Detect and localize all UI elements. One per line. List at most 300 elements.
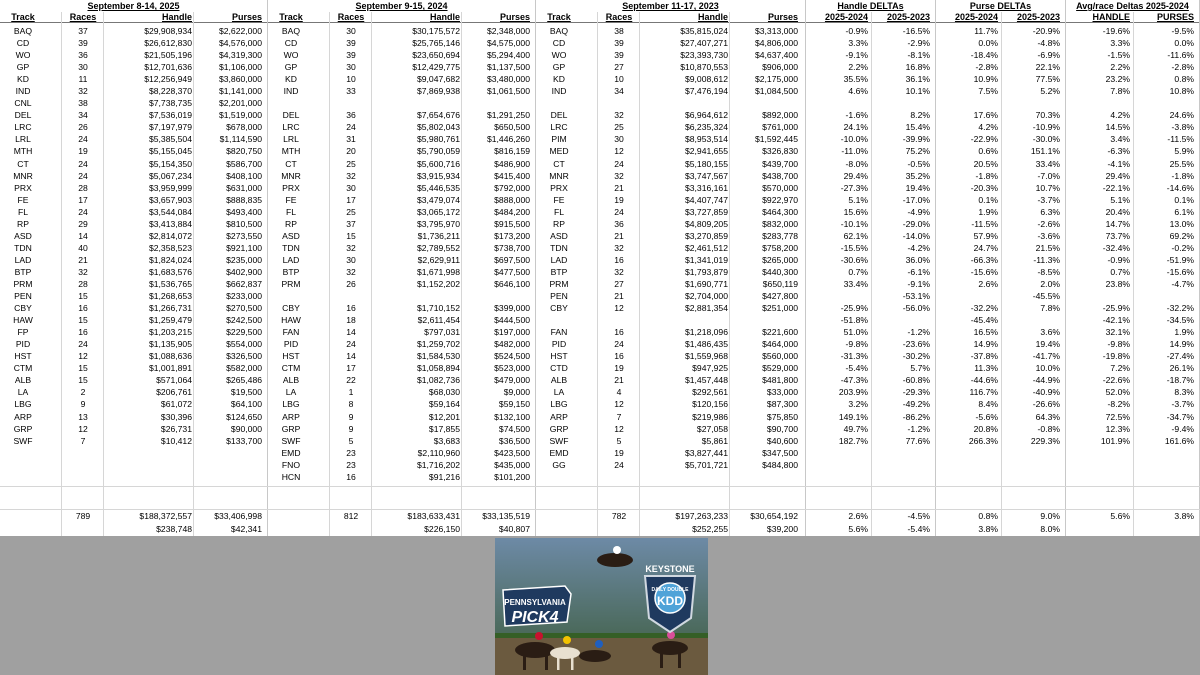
cell: ALB (282, 375, 300, 386)
cell: FL (285, 206, 297, 217)
total-cell: $252,255 (692, 523, 728, 534)
cell: $2,941,655 (684, 146, 728, 157)
cell: 8 (348, 399, 354, 410)
cell: ARP (550, 411, 568, 422)
table-row (0, 109, 267, 121)
cell: 23 (346, 447, 356, 458)
sec1-title: September 8-14, 2025 (87, 1, 180, 11)
cell: $283,778 (762, 230, 798, 241)
cell: 75.2% (905, 146, 930, 157)
cell: $7,869,938 (416, 86, 460, 97)
cell: 5.1% (848, 194, 868, 205)
cell: 32 (614, 170, 624, 181)
cell: KD (553, 74, 565, 85)
table-row (0, 398, 267, 410)
cell: $4,637,400 (754, 50, 798, 61)
cell: -17.0% (902, 194, 930, 205)
table-row (268, 37, 535, 49)
cell: $792,000 (494, 182, 530, 193)
totals-row (536, 523, 805, 536)
cell: 4.2% (978, 122, 998, 133)
cell: $3,827,441 (684, 447, 728, 458)
cell: PRX (282, 182, 300, 193)
cell: -9.4% (1171, 423, 1194, 434)
cell: SWF (281, 435, 301, 446)
section-avg-race-deltas (1066, 0, 1200, 536)
cell: 39 (346, 50, 356, 61)
cell: -27.4% (1166, 351, 1194, 362)
cell: 35.5% (843, 74, 868, 85)
cell: -16.5% (902, 26, 930, 36)
cell: 7.8% (1040, 303, 1060, 314)
cell: 2 (80, 387, 86, 398)
cell: WO (283, 50, 299, 61)
cell: 14.7% (1105, 218, 1130, 229)
cell: 30 (346, 62, 356, 73)
cell: 24 (78, 339, 88, 350)
cell: $646,100 (494, 278, 530, 289)
cell: $4,407,747 (684, 194, 728, 205)
column-header: Handle (429, 12, 460, 22)
table-row (536, 398, 805, 410)
cell: 20.8% (973, 423, 998, 434)
cell: CTM (281, 363, 301, 374)
cell: FE (553, 194, 565, 205)
cell: DEL (282, 110, 300, 121)
cell: -86.2% (902, 411, 930, 422)
cell: 0.6% (978, 146, 998, 157)
cell: $219,986 (692, 411, 728, 422)
totals-row (268, 510, 535, 523)
cell: EMD (549, 447, 569, 458)
cell: 149.1% (838, 411, 868, 422)
cell: $1,536,765 (148, 278, 192, 289)
cell: $1,683,576 (148, 266, 192, 277)
total-cell: $33,135,519 (482, 511, 530, 521)
cell: -23.6% (902, 339, 930, 350)
table-row (0, 266, 267, 278)
cell: FAN (550, 327, 568, 338)
table-row (268, 61, 535, 73)
cell: 24 (346, 122, 356, 133)
cell: $3,657,903 (148, 194, 192, 205)
cell: BTP (14, 266, 32, 277)
cell: $6,235,324 (684, 122, 728, 133)
cell: $5,180,155 (684, 158, 728, 169)
cell: 15 (78, 291, 88, 302)
cell: MNR (549, 170, 569, 181)
cell: $2,814,072 (148, 230, 192, 241)
cell: -15.6% (1166, 266, 1194, 277)
cell: BTP (282, 266, 300, 277)
table-row (0, 362, 267, 374)
cell: 12 (78, 423, 88, 434)
cell: 34 (78, 110, 88, 121)
cell: -9.1% (845, 50, 868, 61)
table-row (536, 338, 805, 350)
cell: 77.5% (1035, 74, 1060, 85)
sec2-title: September 9-15, 2024 (355, 1, 448, 11)
cell: IND (551, 86, 567, 97)
cell: 24 (78, 170, 88, 181)
column-header: Track (11, 12, 35, 22)
cell: 24.6% (1169, 110, 1194, 121)
cell: $326,830 (762, 146, 798, 157)
cell: 32 (614, 266, 624, 277)
cell: $5,701,721 (684, 459, 728, 470)
cell: -31.3% (840, 351, 868, 362)
table-row (0, 350, 267, 362)
total-cell: 5.6% (1110, 511, 1130, 521)
cell: 51.0% (843, 327, 868, 338)
cell: 3.2% (848, 399, 868, 410)
cell: LRL (283, 134, 299, 145)
section-handle-deltas (806, 0, 936, 536)
cell: 29.4% (1105, 170, 1130, 181)
cell: 21 (78, 254, 88, 265)
cell: $2,461,512 (684, 242, 728, 253)
cell: -19.6% (1102, 26, 1130, 36)
cell: -11.5% (971, 218, 998, 229)
table-row (0, 170, 267, 182)
cell: $2,629,911 (417, 254, 460, 265)
cell: $5,790,059 (416, 146, 460, 157)
table-row (536, 194, 805, 206)
cell: $1,259,702 (416, 339, 460, 350)
cell: 17 (346, 363, 356, 374)
cell: -11.0% (841, 146, 868, 157)
data-rows (536, 25, 805, 483)
cell: 14 (346, 351, 356, 362)
cell: ALB (550, 375, 568, 386)
cell: 10.7% (1035, 182, 1060, 193)
data-rows (268, 25, 535, 483)
cell: $10,412 (160, 435, 192, 446)
cell: 16 (614, 351, 624, 362)
cell: $1,457,448 (684, 375, 728, 386)
cell: $439,700 (762, 158, 798, 169)
cell: 3.4% (1110, 134, 1130, 145)
cell: -40.9% (1032, 387, 1060, 398)
cell: 34 (614, 86, 624, 97)
cell: -1.8% (1171, 170, 1194, 181)
table-row (268, 350, 535, 362)
table-row (536, 73, 805, 85)
cell: $1,559,968 (684, 351, 728, 362)
cell: 3.3% (848, 38, 868, 49)
cell: 23.2% (1105, 74, 1130, 85)
total-cell: $197,263,233 (675, 511, 728, 521)
cell: MTH (13, 146, 33, 157)
cell: LRC (14, 122, 32, 133)
cell: 4 (616, 387, 622, 398)
cell: 3.3% (1110, 38, 1130, 49)
cell: BAQ (549, 26, 569, 36)
cell: 39 (346, 38, 356, 49)
section-sep-2023 (536, 0, 806, 536)
cell: $242,500 (226, 315, 262, 326)
cell: 6.1% (1174, 206, 1194, 217)
cell: -8.0% (845, 158, 868, 169)
cell: 49.7% (843, 423, 868, 434)
cell: 15 (78, 375, 88, 386)
cell: 32 (346, 266, 356, 277)
cell: $423,500 (494, 447, 530, 458)
cell: $251,000 (762, 303, 798, 314)
cell: -53.1% (902, 291, 930, 302)
pick4-label: PICK4 (511, 609, 559, 626)
table-row (0, 459, 267, 471)
cell: $64,100 (230, 399, 262, 410)
table-row (536, 254, 805, 266)
cell: 5 (348, 435, 354, 446)
table-row (536, 326, 805, 338)
cell: -27.3% (840, 182, 868, 193)
cell: PID (551, 339, 567, 350)
cell: $479,000 (494, 375, 530, 386)
cell: $124,650 (226, 411, 262, 422)
cell: -3.7% (1037, 194, 1060, 205)
cell: $484,800 (762, 459, 798, 470)
cell: 1 (348, 387, 354, 398)
table-row (0, 85, 267, 97)
grid-line (329, 12, 330, 536)
table-row (536, 158, 805, 170)
cell: $662,837 (226, 278, 262, 289)
cell: $221,600 (762, 327, 798, 338)
cell: 21 (614, 291, 624, 302)
cell: -25.9% (840, 303, 868, 314)
cell: $12,256,949 (144, 74, 192, 85)
cell: $438,700 (762, 170, 798, 181)
total-cell: 782 (611, 511, 627, 521)
cell: GRP (13, 423, 33, 434)
cell: $4,806,000 (754, 38, 798, 49)
cell: 19 (78, 146, 88, 157)
cell: $427,800 (762, 291, 798, 302)
cell: -44.9% (1032, 375, 1060, 386)
cell: $12,201 (428, 411, 460, 422)
cell: 9 (348, 423, 354, 434)
cell: 7 (80, 435, 86, 446)
cell: $7,197,979 (148, 122, 192, 133)
cell: 21 (614, 182, 624, 193)
cell: FP (17, 327, 29, 338)
cell: $7,738,735 (148, 98, 192, 109)
cell: $820,750 (226, 146, 262, 157)
cell: 17 (346, 194, 356, 205)
cell: $3,747,567 (684, 170, 728, 181)
cell: 15 (346, 230, 356, 241)
column-header: 2025-2024 (954, 12, 998, 22)
table-row (0, 121, 267, 133)
cell: 28 (78, 182, 88, 193)
cell: -1.6% (845, 110, 868, 121)
grid-line (639, 12, 640, 536)
cell: 3.6% (1040, 327, 1060, 338)
table-row (268, 362, 535, 374)
cell: -6.1% (907, 266, 930, 277)
cell: 23 (346, 459, 356, 470)
cell: 203.9% (838, 387, 868, 398)
cell: 20.5% (973, 158, 998, 169)
table-row (0, 290, 267, 302)
table-row (536, 459, 805, 471)
total-cell: -5.4% (907, 523, 930, 534)
cell: $571,064 (156, 375, 192, 386)
cell: -4.9% (907, 206, 930, 217)
cell: 0.0% (1174, 38, 1194, 49)
cell: 25 (346, 206, 356, 217)
cell: $3,727,859 (684, 206, 728, 217)
cell: 12 (614, 423, 624, 434)
cell: $10,870,553 (680, 62, 728, 73)
table-row (268, 386, 535, 398)
table-row (268, 411, 535, 423)
cell: RP (17, 218, 29, 229)
cell: -19.8% (1102, 351, 1130, 362)
cell: $1,291,250 (486, 110, 530, 121)
cell: $1,218,096 (684, 327, 728, 338)
cell: $738,700 (494, 242, 530, 253)
cell: $8,953,514 (684, 134, 728, 145)
table-row (0, 194, 267, 206)
cell: $235,000 (226, 254, 262, 265)
cell: -1.8% (975, 170, 998, 181)
cell: 13 (78, 411, 88, 422)
cell: PRX (550, 182, 568, 193)
cell: -30.6% (840, 254, 868, 265)
cell: -11.6% (1167, 50, 1194, 61)
cell: 32 (346, 242, 356, 253)
cell: -18.4% (970, 50, 998, 61)
table-row (536, 218, 805, 230)
cell: $133,700 (226, 435, 262, 446)
table-row (0, 411, 267, 423)
column-header: Purses (231, 12, 262, 22)
cell: -0.8% (1037, 423, 1060, 434)
cell: $415,400 (494, 170, 530, 181)
table-row (0, 447, 267, 459)
cell: 19 (614, 447, 624, 458)
cell: $1,259,479 (148, 315, 192, 326)
cell: 10.1% (905, 86, 930, 97)
cell: CTD (550, 363, 568, 374)
cell: 25.5% (1169, 158, 1194, 169)
cell: GG (552, 459, 566, 470)
cell: -41.7% (1032, 351, 1060, 362)
cell: 0.1% (978, 194, 998, 205)
cell: 11 (78, 74, 88, 85)
table-row (268, 145, 535, 157)
cell: ALB (14, 375, 32, 386)
cell: $5,067,234 (148, 170, 192, 181)
table-row (536, 145, 805, 157)
column-header-row (536, 12, 805, 23)
table-row (0, 302, 267, 314)
cell: $12,429,775 (412, 62, 460, 73)
table-row (268, 423, 535, 435)
cell: LBG (550, 399, 568, 410)
cell: LA (285, 387, 297, 398)
cell: $2,175,000 (754, 74, 798, 85)
cell: -9.8% (845, 339, 868, 350)
cell: $3,313,000 (754, 26, 798, 36)
cell: IND (283, 86, 299, 97)
cell: 33.4% (1035, 158, 1060, 169)
cell: CBY (282, 303, 300, 314)
totals-rows (0, 510, 267, 535)
cell: 30 (614, 134, 624, 145)
table-row (268, 182, 535, 194)
cell: 33.4% (843, 278, 868, 289)
cell: -34.5% (1166, 315, 1194, 326)
cell: $464,000 (762, 339, 798, 350)
cell: $1,824,024 (148, 254, 192, 265)
cell: $758,200 (762, 242, 798, 253)
cell: -32.4% (1102, 242, 1130, 253)
cell: 69.2% (1169, 230, 1194, 241)
cell: -14.6% (1166, 182, 1194, 193)
table-row (268, 194, 535, 206)
cell: -3.7% (1171, 399, 1194, 410)
total-cell: $42,341 (230, 523, 262, 534)
cell: 229.3% (1030, 435, 1060, 446)
cell: -1.2% (907, 423, 930, 434)
cell: 77.6% (905, 435, 930, 446)
cell: 24 (614, 339, 624, 350)
cell: -11.5% (1167, 134, 1194, 145)
cell: $3,480,000 (486, 74, 530, 85)
cell: 24 (346, 339, 356, 350)
cell: $1,106,000 (218, 62, 262, 73)
cell: FE (17, 194, 29, 205)
total-cell: -4.5% (907, 511, 930, 521)
total-cell: 812 (343, 511, 359, 521)
cell: $101,200 (494, 471, 530, 482)
table-row (536, 411, 805, 423)
table-row (0, 374, 267, 386)
cell: PEN (550, 291, 568, 302)
cell: $810,500 (226, 218, 262, 229)
sec3-title: September 11-17, 2023 (622, 1, 719, 11)
cell: $1,082,736 (416, 375, 460, 386)
cell: -51.8% (840, 315, 868, 326)
cell: 5 (616, 435, 622, 446)
totals-row (0, 523, 267, 536)
cell: 31 (346, 134, 356, 145)
table-row (268, 447, 535, 459)
total-cell: 3.8% (1174, 511, 1194, 521)
totals-row (536, 510, 805, 523)
cell: $1,152,202 (416, 278, 460, 289)
cell: 16 (78, 327, 88, 338)
cell: 24.1% (843, 122, 868, 133)
table-row (536, 121, 805, 133)
cell: ARP (282, 411, 300, 422)
cell: ASD (282, 230, 300, 241)
grid-line (0, 486, 1200, 487)
cell: PID (15, 339, 31, 350)
table-row (0, 61, 267, 73)
table-row (536, 374, 805, 386)
cell: $4,809,205 (684, 218, 728, 229)
column-header: Purses (499, 12, 530, 22)
cell: $440,300 (762, 266, 798, 277)
cell: -9.8% (1107, 339, 1130, 350)
table-row (0, 73, 267, 85)
cell: $399,000 (494, 303, 530, 314)
